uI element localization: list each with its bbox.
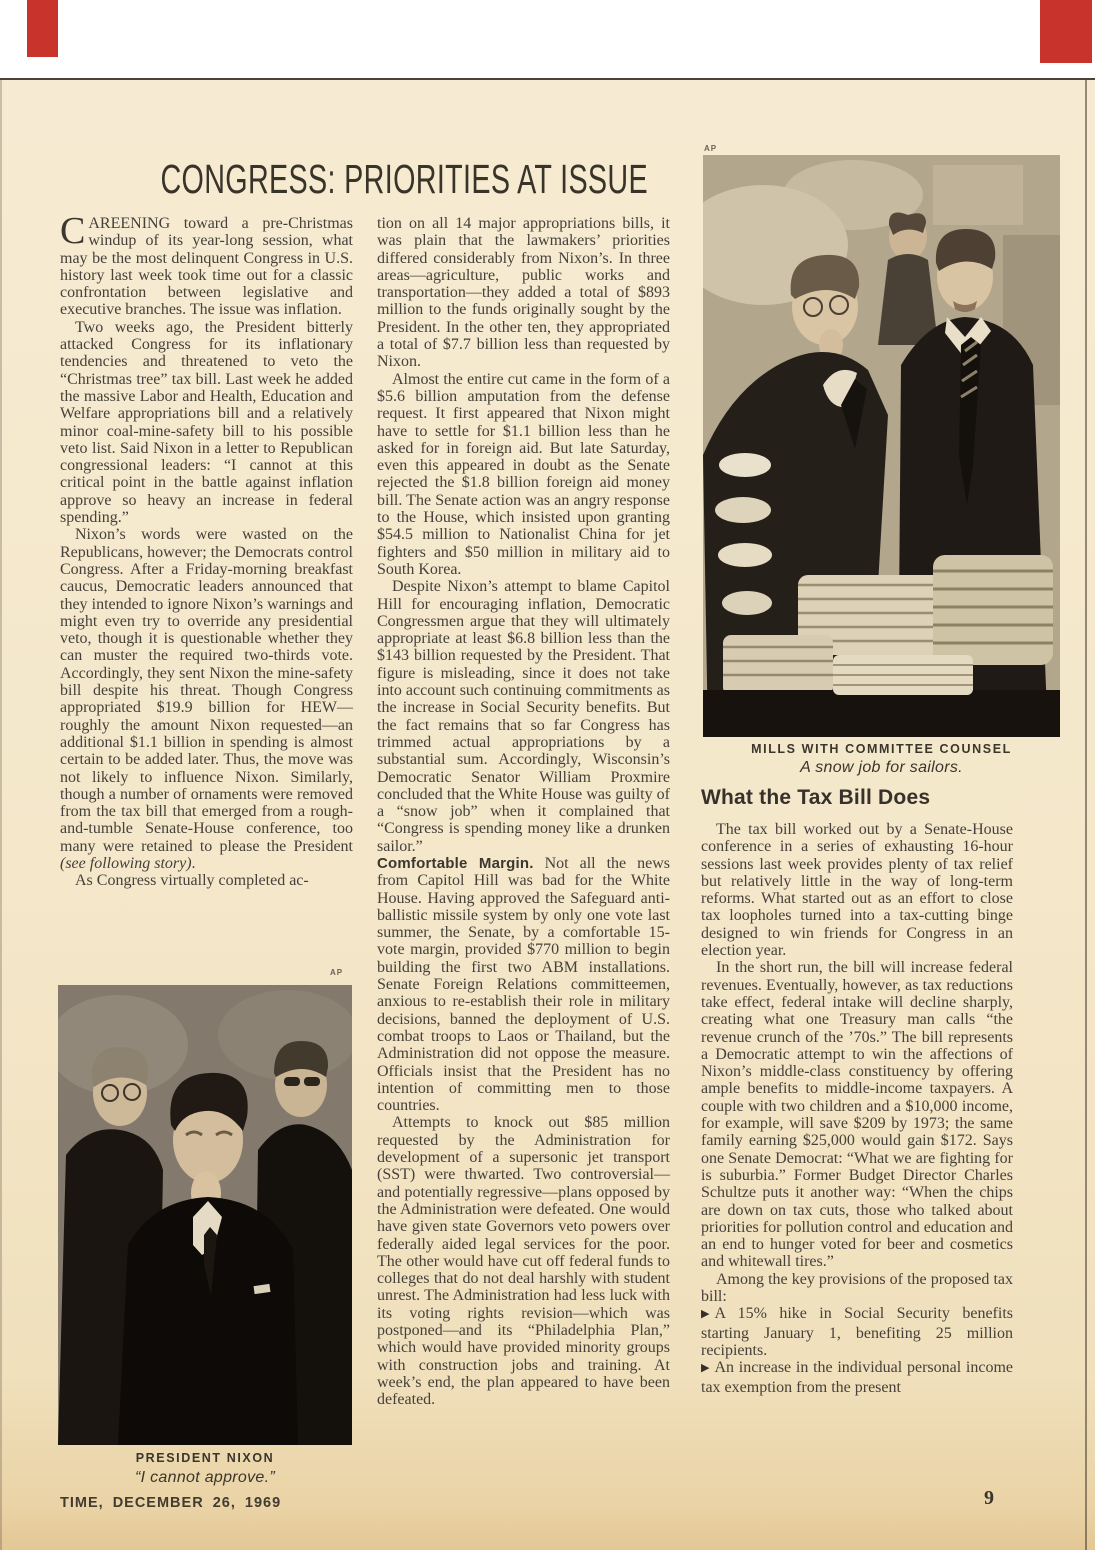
article-paragraph: Comfortable Margin. Not all the news from Capitol Hill was bad for the White House. Having approved the Safeguard anti-ballistic missile system by only one vote last summer, the Senate, by a comfortable 15-vote margin, provided $770 million to begin building the first two ABM installations. Senate Foreign Relations committeemen, anxious to re-establish their role in military decisions, banned the deployment of U.S. combat troops to Laos or Thailand, but the Administration did not oppose the measure. Officials insist that the President has no intention of committing men to those countries. <box>377 854 671 1115</box>
mills-committee-photo <box>703 155 1060 737</box>
bullet-item: ▶ An increase in the individual personal income tax exemption from the present <box>701 1359 1013 1396</box>
article-paragraph: Despite Nixon’s attempt to blame Capitol Hill for encouraging inflation, Democratic Congressmen argue that they will ultimately appropriate at least $6.8 billion less than the $143 billion requested by the President. That figure is misleading, since it does not take into account such continuing commitments as the increase in Social Security benefits. But the fact remains that so far Congress has trimmed actual appropriations by a substantial sum. Accordingly, Wisconsin’s Democratic Senator William Proxmire concluded that the White House was guilty of a “snow job” when it complained that “Congress is spending money like a drunken sailor.” <box>377 578 670 855</box>
article-paragraph: The tax bill worked out by a Senate-House conference in a series of exhausting 16-hour sessions last week provides plenty of tax relief but relatively little in the way of long-term reforms. What started out as an effort to close tax loopholes turned into a tax-cutting binge designed to win friends for Congress in an election year. <box>701 821 1013 960</box>
mills-photo-illustration <box>703 155 1060 737</box>
article-column-1 <box>60 210 353 890</box>
page-number: 9 <box>984 1487 994 1509</box>
section-heading: What the Tax Bill Does <box>701 786 931 809</box>
mills-caption-title: MILLS WITH COMMITTEE COUNSEL <box>751 742 1012 756</box>
bullet-arrow-icon: ▶ <box>701 1308 710 1321</box>
bullet-arrow-icon: ▶ <box>701 1362 710 1375</box>
president-nixon-photo <box>58 985 352 1445</box>
page-sheet <box>0 80 1095 1550</box>
page-edge-right <box>1085 80 1087 1550</box>
bullet-item: ▶ A 15% hike in Social Security benefits starting January 1, benefiting 25 million recipients. <box>701 1305 1013 1359</box>
magazine-footer: TIME, DECEMBER 26, 1969 <box>60 1495 282 1511</box>
article-paragraph: Among the key provisions of the proposed tax bill: <box>701 1270 1013 1306</box>
article-paragraph: Almost the entire cut came in the form of a $5.6 billion amputation from the defense request. It first appeared that Nixon might have to settle for $1.1 billion less than he asked for in foreign aid. But late Saturday, even this appeared in doubt as the Senate rejected the $1.8 billion foreign aid money bill. The Senate action was an angry response to the House, which insisted upon granting $54.5 million to Nationalist China for jet fighters and $50 million in military aid to South Korea. <box>377 370 670 578</box>
mills-caption-subtitle: A snow job for sailors. <box>800 759 963 776</box>
red-border-mark-left-icon <box>27 0 58 57</box>
nixon-caption-title: PRESIDENT NIXON <box>135 1451 275 1465</box>
article-paragraph: In the short run, the bill will increase federal revenues. Eventually, however, as tax reductions take effect, federal intake will decline sharply, creating what one Treasury man calls “the revenue crunch of the ’70s.” The bill represents a Democratic attempt to win the affections of Nixon’s middle-class constituency by offering ample benefits to middle-income taxpayers. A couple with two children and a $10,000 income, for example, will save $209 by 1973; the same family earning $25,000 would gain $172. Says one Senate Democrat: “What we are fighting for is suburbia.” Former Budget Director Charles Schultze puts it another way: “When the chips are down on tax cuts, those who talked about priorities for pollution control and education and an end to hunger voted for beer and cosmetics and whitewall tires.” <box>701 959 1013 1271</box>
photo-credit-ap: AP <box>704 144 718 153</box>
nixon-photo-illustration <box>58 985 352 1445</box>
article-paragraph: tion on all 14 major appropriations bills, it was plain that the lawmakers’ priorities differed considerably from Nixon’s. In three areas—agriculture, public works and transportation—they added a total of $893 million to the funds originally sought by the President. In the other ten, they appropriated a total of $7.7 billion less than requested by Nixon. <box>377 215 670 371</box>
article-paragraph: Two weeks ago, the President bitterly attacked Congress for its inflationary tendencies and threatened to veto the “Christmas tree” tax bill. Last week he added the massive Labor and Health, Education and Welfare appropriations bill and a relatively minor coal-mine-safety bill to his possible veto list. Said Nixon in a letter to Republican congressional leaders: “I cannot at this critical point in the battle against inflation approve so heavy an increase in federal spending.” <box>60 318 353 527</box>
page-edge-left <box>0 80 2 1550</box>
drop-cap: C <box>60 210 86 252</box>
article-column-2 <box>377 215 670 1408</box>
photo-credit-ap: AP <box>330 968 344 977</box>
article-paragraph: As Congress virtually completed ac- <box>75 872 309 890</box>
article-headline: CONGRESS: PRIORITIES AT ISSUE <box>160 156 648 202</box>
article-column-3 <box>701 821 1013 1396</box>
article-paragraph: CAREENING toward a pre-Christmas windup of its year-long session, what may be the most delinquent Congress in U.S. history last week took time out for a classic confrontation between legislative and executive branches. The issue was inflation. <box>60 210 353 319</box>
red-border-mark-right-icon <box>1040 0 1092 63</box>
article-paragraph: Nixon’s words were wasted on the Republicans, however; the Democrats control Congress. After a Friday-morning breakfast caucus, Democratic leaders announced that they intended to ignore Nixon’s warnings and might even try to override any presidential veto, though it is questionable whether they can muster the required two-thirds vote. Accordingly, they sent Nixon the mine-safety bill despite his threat. Though Congress appropriated $19.9 billion for HEW—roughly the amount Nixon requested—an additional $1.1 billion in spending is almost certain to be added later. Thus, the move was not likely to influence Nixon. Similarly, though a number of ornaments were removed from the tax bill that emerged from a rough-and-tumble Senate-House conference, too many were retained to please the President (see following story). <box>60 526 353 872</box>
nixon-caption-subtitle: “I cannot approve.” <box>135 1469 275 1486</box>
article-paragraph: Attempts to knock out $85 million requested by the Administration for development of a supersonic jet transport (SST) were thwarted. Two controversial—and potentially regressive—plans opposed by the Administration were defeated. One would have given state Governors veto powers over federally aided legal services for the poor. The other would have cut off federal funds to colleges that do not deal harshly with student unrest. The Administration had less luck with its voting rights revision—which was postponed—and its “Philadelphia Plan,” which would have provided minority groups with construction jobs and training. At week’s end, the plan appeared to have been defeated. <box>377 1114 670 1409</box>
